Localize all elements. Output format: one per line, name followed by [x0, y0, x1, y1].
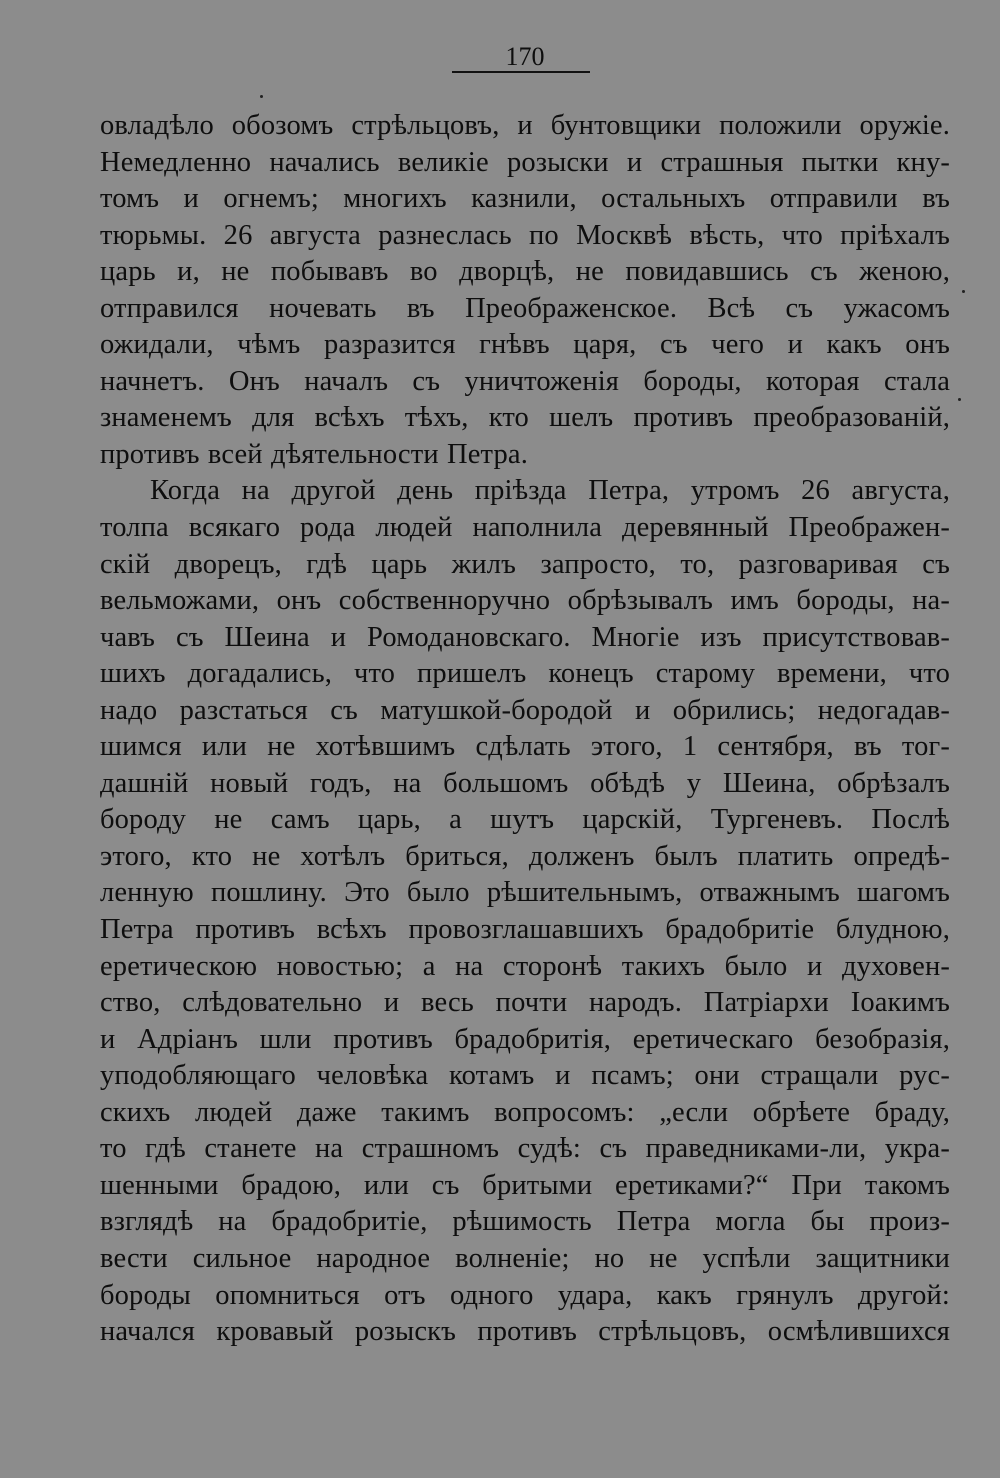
text-line: отправился ночевать въ Преображенское. Всѣ съ ужасомъ [100, 292, 950, 324]
text-line: бороды опомниться отъ одного удара, какъ грянулъ другой: [100, 1279, 950, 1311]
scan-speck [962, 290, 965, 293]
text-line: томъ и огнемъ; многихъ казнили, остальныхъ отправили въ [100, 183, 950, 215]
text-line: вести сильное народное волненіе; но не успѣли защитники [100, 1242, 950, 1274]
text-line: шенными брадою, или съ бритыми еретиками?“ При такомъ [100, 1169, 950, 1201]
body-text [100, 108, 950, 1351]
text-line: начнетъ. Онъ началъ съ уничтоженія бороды, которая стала [100, 365, 950, 397]
paragraph-end-line: противъ всей дѣятельности Петра. [100, 438, 528, 470]
text-line: надо разстаться съ матушкой-бородой и обрились; недогадав- [100, 694, 950, 726]
text-line: чавъ съ Шеина и Ромодановскаго. Многіе изъ присутствовав- [100, 621, 950, 653]
text-line: уподобляющаго человѣка котамъ и псамъ; они стращали рус- [100, 1060, 950, 1092]
text-line: и Адріанъ шли противъ брадобритія, еретическаго безобразія, [100, 1023, 950, 1055]
header-rule [452, 71, 590, 73]
text-line: взглядѣ на брадобритіе, рѣшимость Петра могла бы произ- [100, 1206, 950, 1238]
paragraph-start-line: Когда на другой день пріѣзда Петра, утромъ 26 августа, [150, 475, 950, 507]
text-line: Петра противъ всѣхъ провозглашавшихъ брадобритіе блудною, [100, 914, 950, 946]
text-line: толпа всякаго рода людей наполнила деревянный Преображен- [100, 512, 950, 544]
text-line: овладѣло обозомъ стрѣльцовъ, и бунтовщики положили оружіе. [100, 110, 950, 141]
text-line: начался кровавый розыскъ противъ стрѣльцовъ, осмѣлившихся [100, 1316, 950, 1348]
text-line: ленную пошлину. Это было рѣшительнымъ, отважнымъ шагомъ [100, 877, 950, 909]
text-line: тюрьмы. 26 августа разнеслась по Москвѣ вѣсть, что пріѣхалъ [100, 219, 950, 251]
text-line: шихъ догадались, что пришелъ конецъ старому времени, что [100, 658, 950, 690]
text-line: Немедленно начались великіе розыски и страшныя пытки кну- [100, 146, 950, 178]
text-line: бороду не самъ царь, а шутъ царскій, Тургеневъ. Послѣ [100, 804, 950, 836]
text-line: ство, слѣдовательно и весь почти народъ. Патріархи Іоакимъ [100, 987, 950, 1019]
text-line: шимся или не хотѣвшимъ сдѣлать этого, 1 сентября, въ тог- [100, 731, 950, 763]
text-line: то гдѣ станете на страшномъ судѣ: съ праведниками-ли, укра- [100, 1133, 950, 1165]
scan-speck [260, 95, 263, 98]
text-line: царь и, не побывавъ во дворцѣ, не повидавшись съ женою, [100, 256, 950, 288]
text-line: этого, кто не хотѣлъ бриться, долженъ былъ платить опредѣ- [100, 840, 950, 872]
text-line: ожидали, чѣмъ разразится гнѣвъ царя, съ чего и какъ онъ [100, 329, 950, 361]
text-line: знаменемъ для всѣхъ тѣхъ, кто шелъ противъ преобразованій, [100, 402, 950, 434]
page-number: 170 [505, 42, 545, 71]
scan-speck [958, 398, 961, 401]
text-line: скій дворецъ, гдѣ царь жилъ запросто, то, разговаривая съ [100, 548, 950, 580]
text-line: дашній новый годъ, на большомъ обѣдѣ у Шеина, обрѣзалъ [100, 767, 950, 799]
text-line: еретическою новостью; а на сторонѣ такихъ было и духовен- [100, 950, 950, 982]
text-line: вельможами, онъ собственноручно обрѣзывалъ имъ бороды, на- [100, 585, 950, 617]
text-line: скихъ людей даже такимъ вопросомъ: „если обрѣете браду, [100, 1096, 950, 1128]
